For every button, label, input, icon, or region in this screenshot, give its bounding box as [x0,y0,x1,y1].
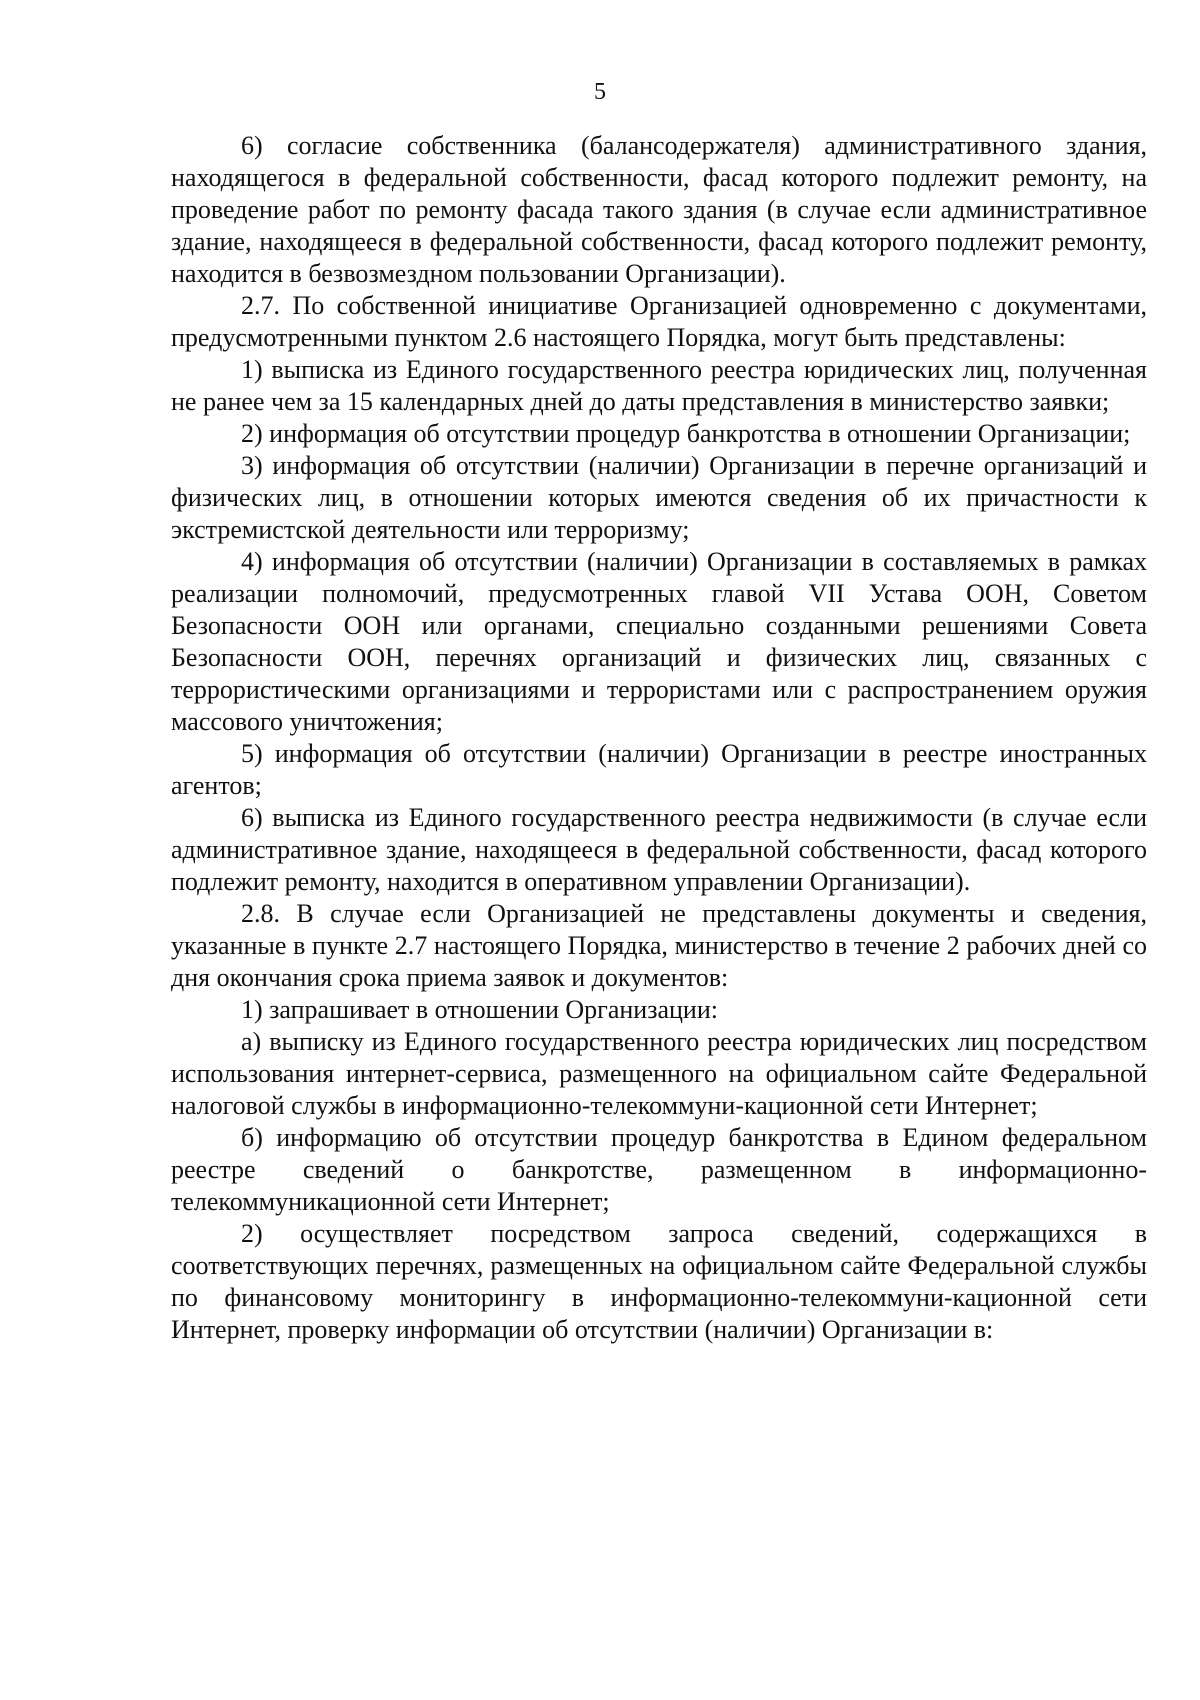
list-item-2-8-1: 1) запрашивает в отношении Организации: [241,995,718,1024]
list-item-2-8-1-b: б) информацию об отсутствии процедур банкротства в Едином федеральном реестре сведений о банкротстве, размещенном в информационно-телекоммуникационной сети Интернет; [171,1123,1147,1216]
list-item-2-8-1-a: а) выписку из Единого государственного реестра юридических лиц посредством использования интернет-сервиса, размещенного на официальном сайте Федеральной налоговой службы в информационно-телекоммуни-кационной сети Интернет; [171,1027,1147,1120]
list-item-2-7-5: 5) информация об отсутствии (наличии) Организации в реестре иностранных агентов; [171,739,1147,800]
paragraph-2-7: 2.7. По собственной инициативе Организацией одновременно с документами, предусмотренными пунктом 2.6 настоящего Порядка, могут быть представлены: [171,291,1147,352]
paragraph-consent-owner: 6) согласие собственника (балансодержателя) административного здания, находящегося в федеральной собственности, фасад которого подлежит ремонту, на проведение работ по ремонту фасада такого здания (в случае если административное здание, находящееся в федеральной собственности, фасад которого подлежит ремонту, находится в безвозмездном пользовании Организации). [171,131,1147,288]
page-number: 5 [594,79,606,105]
paragraph-2-8: 2.8. В случае если Организацией не представлены документы и сведения, указанные в пункте 2.7 настоящего Порядка, министерство в течение 2 рабочих дней со дня окончания срока приема заявок и документов: [171,899,1147,992]
list-item-2-7-3: 3) информация об отсутствии (наличии) Организации в перечне организаций и физических лиц, в отношении которых имеются сведения об их причастности к экстремистской деятельности или терроризму; [171,451,1147,544]
list-item-2-7-6: 6) выписка из Единого государственного реестра недвижимости (в случае если административное здание, находящееся в федеральной собственности, фасад которого подлежит ремонту, находится в оперативном управлении Организации). [171,803,1147,896]
list-item-2-7-2: 2) информация об отсутствии процедур банкротства в отношении Организации; [241,419,1131,448]
list-item-2-7-4: 4) информация об отсутствии (наличии) Организации в составляемых в рамках реализации полномочий, предусмотренных главой VII Устава ООН, Советом Безопасности ООН или органами, специально созданными решениями Совета Безопасности ООН, перечнях организаций и физических лиц, связанных с террористическими организациями и террористами или с распространением оружия массового уничтожения; [171,547,1147,736]
list-item-2-8-2: 2) осуществляет посредством запроса сведений, содержащихся в соответствующих перечнях, размещенных на официальном сайте Федеральной службы по финансовому мониторингу в информационно-телекоммуни-кационной сети Интернет, проверку информации об отсутствии (наличии) Организации в: [171,1219,1147,1344]
document-body [171,130,1147,1346]
list-item-2-7-1: 1) выписка из Единого государственного реестра юридических лиц, полученная не ранее чем за 15 календарных дней до даты представления в министерство заявки; [171,355,1147,416]
